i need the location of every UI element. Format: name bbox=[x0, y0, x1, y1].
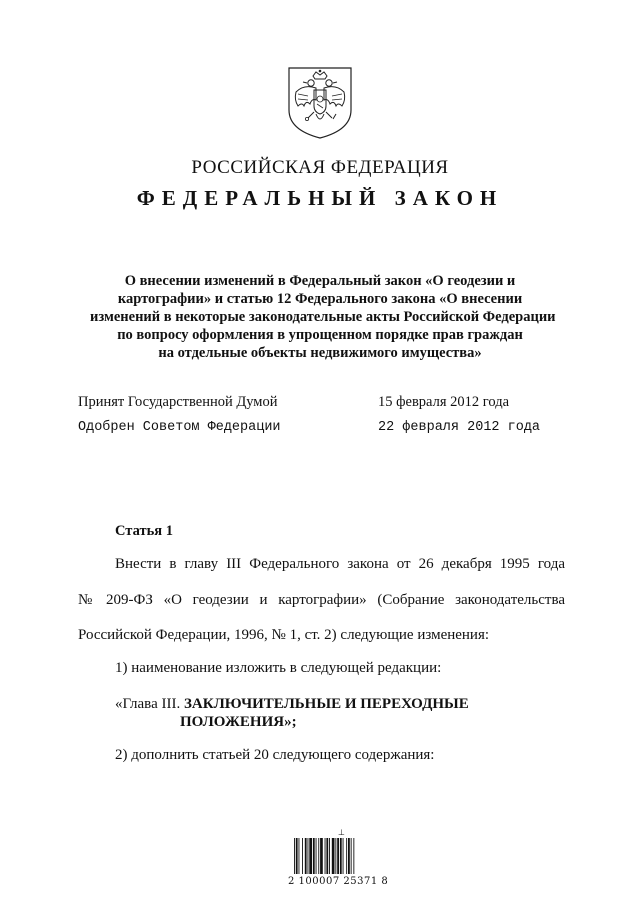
law-title-line: картографии» и статью 12 Федерального закона «О внесении bbox=[117, 291, 523, 307]
duma-adoption-date: 15 февраля 2012 года bbox=[378, 394, 510, 410]
barcode-bar bbox=[305, 838, 307, 874]
sovet-approval-label: Одобрен Советом Федерации bbox=[78, 420, 281, 435]
law-title-line: изменений в некоторые законодательные акты Российской Федерации bbox=[90, 309, 556, 325]
barcode-bar bbox=[308, 838, 309, 874]
barcode-number: 2 100007 25371 8 bbox=[288, 876, 389, 887]
barcode-bar bbox=[325, 838, 326, 874]
barcode-bar bbox=[299, 838, 300, 874]
barcode-bar bbox=[337, 838, 339, 874]
article-item-1: 1) наименование изложить в следующей редакции: bbox=[115, 660, 442, 676]
barcode-bar bbox=[343, 838, 344, 874]
law-title-line: по вопросу оформления в упрощенном порядке прав граждан bbox=[117, 327, 523, 343]
chapter-quote-title-cont: ПОЛОЖЕНИЯ»; bbox=[180, 714, 297, 730]
barcode-bar bbox=[351, 838, 352, 874]
barcode bbox=[288, 828, 388, 894]
document-type: ФЕДЕРАЛЬНЫЙ ЗАКОН bbox=[136, 186, 504, 210]
barcode-bar bbox=[294, 838, 295, 874]
barcode-icon bbox=[294, 838, 382, 874]
duma-adoption-label: Принят Государственной Думой bbox=[78, 394, 278, 410]
barcode-bar bbox=[329, 838, 330, 874]
law-title bbox=[90, 272, 556, 362]
barcode-bar bbox=[353, 838, 354, 874]
barcode-bar bbox=[335, 838, 336, 874]
article-paragraph-line: Российской Федерации, 1996, № 1, ст. 2) следующие изменения: bbox=[78, 627, 490, 643]
barcode-bar bbox=[326, 838, 328, 874]
barcode-bar bbox=[296, 838, 298, 874]
article-heading: Статья 1 bbox=[115, 523, 173, 539]
article-item-2: 2) дополнить статьей 20 следующего содержания: bbox=[115, 747, 435, 763]
barcode-bar bbox=[332, 838, 335, 874]
barcode-bar bbox=[340, 838, 342, 874]
barcode-bar bbox=[320, 838, 323, 874]
barcode-bar bbox=[348, 838, 350, 874]
law-title-line: на отдельные объекты недвижимого имущества» bbox=[158, 345, 482, 361]
chapter-quote bbox=[115, 696, 469, 713]
chapter-quote-prefix: «Глава III. bbox=[115, 696, 184, 712]
barcode-bar bbox=[346, 838, 347, 874]
barcode-bar bbox=[302, 838, 303, 874]
sovet-approval-date: 22 февраля 2012 года bbox=[378, 420, 541, 435]
barcode-bar bbox=[316, 838, 317, 874]
coat-of-arms-icon bbox=[286, 66, 354, 140]
article-paragraph-line: Внести в главу III Федерального закона от 26 декабря 1995 года bbox=[115, 556, 565, 572]
barcode-bar bbox=[318, 838, 319, 874]
country-name: РОССИЙСКАЯ ФЕДЕРАЦИЯ bbox=[191, 157, 449, 178]
article-paragraph-line: № 209-ФЗ «О геодезии и картографии» (Собрание законодательства bbox=[78, 592, 565, 608]
barcode-bar bbox=[309, 838, 312, 874]
barcode-mark-icon: ⊥ bbox=[338, 828, 345, 837]
law-title-line: О внесении изменений в Федеральный закон «О геодезии и bbox=[124, 273, 516, 289]
barcode-bar bbox=[313, 838, 315, 874]
chapter-quote-title: ЗАКЛЮЧИТЕЛЬНЫЕ И ПЕРЕХОДНЫЕ bbox=[183, 696, 469, 712]
